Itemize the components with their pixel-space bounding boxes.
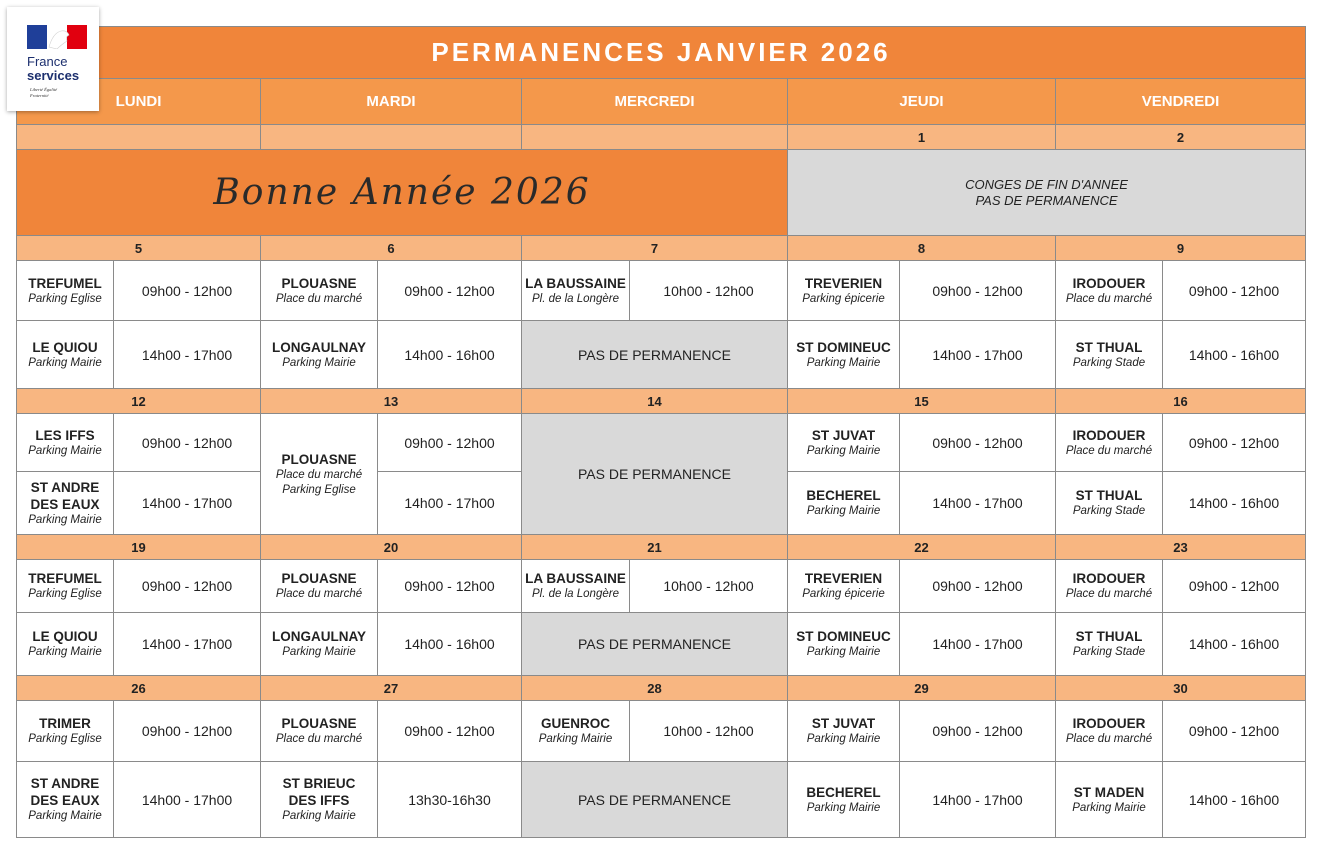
location-name: ST ANDRE [30,776,100,791]
location-place: Parking Eglise [28,588,102,600]
location-name: TREFUMEL [28,275,102,291]
location-name: PLOUASNE [281,275,357,291]
location-cell [788,261,900,321]
location-cell [261,613,378,676]
location-place: Parking Mairie [282,356,356,369]
location-cell [17,560,114,613]
location-name: IRODOUER [1072,427,1146,443]
location-place: Place du marché [275,733,363,745]
new-year-greeting [17,150,788,236]
time-slot: 09h00 - 12h00 [114,701,261,762]
time-slot: 14h00 - 17h00 [900,762,1056,838]
day-number: 20 [261,535,522,560]
time-slot: 14h00 - 17h00 [900,613,1056,676]
location-cell [1056,414,1163,472]
location-cell [1056,613,1163,676]
day-number: 22 [788,535,1056,560]
time-slot: 14h00 - 16h00 [1163,321,1306,389]
page-title: PERMANENCES JANVIER 2026 [17,27,1306,79]
day-number: 2 [1056,125,1306,150]
day-number: 13 [261,389,522,414]
location-name: ST JUVAT [811,427,876,443]
location-name: LONGAULNAY [271,339,366,355]
time-slot: 13h30-16h30 [378,762,522,838]
location-place: Place du marché [1065,292,1153,305]
location-name: PLOUASNE [281,451,357,467]
location-place: Parking Eglise [28,292,102,305]
day-number: 7 [522,236,788,261]
location-name: ST BRIEUC [282,776,356,791]
location-place: Parking Eglise [28,733,102,745]
location-place: Place du marché [1065,444,1153,457]
location-place: Parking Mairie [28,513,102,526]
location-cell [261,560,378,613]
location-cell [17,261,114,321]
day-number-empty [522,125,788,150]
logo-motto: Liberté Égalité Fraternité [30,87,58,98]
location-place: Place du marché [275,468,363,481]
day-header-jeudi: JEUDI [788,79,1056,125]
day-number-empty [261,125,522,150]
location-name: LE QUIOU [32,339,98,355]
location-place: Parking Mairie [28,444,102,457]
location-name: GUENROC [540,716,610,731]
location-cell [788,762,900,838]
location-name: ST THUAL [1075,629,1143,644]
location-cell [522,261,630,321]
time-slot: 09h00 - 12h00 [378,261,522,321]
location-cell [788,701,900,762]
location-place: Parking Mairie [28,356,102,369]
marianne-icon [27,25,87,49]
day-header-vendredi: VENDREDI [1056,79,1306,125]
location-cell [261,701,378,762]
day-header-mercredi: MERCREDI [522,79,788,125]
location-cell [522,701,630,762]
time-slot: 14h00 - 17h00 [114,762,261,838]
location-place: Pl. de la Longère [532,292,619,305]
location-name-line2: DES EAUX [30,793,100,808]
location-cell [1056,762,1163,838]
location-cell [261,321,378,389]
location-name: LONGAULNAY [271,629,366,644]
location-name: ST MADEN [1073,784,1145,800]
day-number: 12 [17,389,261,414]
holiday-line2: PAS DE PERMANENCE [975,192,1118,208]
location-cell [788,414,900,472]
location-place: Parking Stade [1072,356,1146,369]
time-slot: 14h00 - 16h00 [1163,472,1306,535]
time-slot: 09h00 - 12h00 [114,261,261,321]
location-place: Parking épicerie [802,292,885,305]
time-slot: 09h00 - 12h00 [114,560,261,613]
time-slot: 10h00 - 12h00 [630,560,788,613]
location-name-line2: DES IFFS [288,793,350,808]
location-place: Place du marché [275,588,363,600]
location-cell [788,613,900,676]
location-cell [17,613,114,676]
location-place: Parking Mairie [1072,801,1146,814]
location-place: Parking épicerie [802,588,885,600]
time-slot: 09h00 - 12h00 [1163,414,1306,472]
location-cell [17,472,114,535]
day-number: 1 [788,125,1056,150]
location-place: Parking Mairie [806,505,881,517]
day-number: 6 [261,236,522,261]
time-slot: 10h00 - 12h00 [630,261,788,321]
location-name: IRODOUER [1072,571,1146,586]
day-number: 29 [788,676,1056,701]
location-cell [261,414,378,535]
day-number: 8 [788,236,1056,261]
time-slot: 14h00 - 16h00 [1163,762,1306,838]
day-number: 27 [261,676,522,701]
no-permanence-cell: PAS DE PERMANENCE [522,762,788,838]
location-name: TRIMER [39,716,91,731]
time-slot: 09h00 - 12h00 [900,414,1056,472]
day-number: 9 [1056,236,1306,261]
day-number: 21 [522,535,788,560]
location-name: IRODOUER [1072,716,1146,731]
location-name-line2: DES EAUX [30,496,100,512]
location-place: Parking Mairie [282,646,356,658]
day-number: 15 [788,389,1056,414]
location-name: BECHEREL [806,488,881,503]
time-slot: 14h00 - 17h00 [900,472,1056,535]
location-place: Parking Mairie [28,646,102,658]
day-number: 5 [17,236,261,261]
time-slot: 09h00 - 12h00 [1163,261,1306,321]
time-slot: 09h00 - 12h00 [900,701,1056,762]
calendar-table [16,26,1306,838]
location-cell [1056,321,1163,389]
location-name: LA BAUSSAINE [525,275,626,291]
location-name: ST THUAL [1075,339,1143,355]
location-cell [1056,261,1163,321]
day-number: 14 [522,389,788,414]
location-place: Parking Stade [1072,646,1146,658]
day-header-mardi: MARDI [261,79,522,125]
location-name: ST ANDRE [30,479,100,495]
location-cell [788,560,900,613]
location-name: TREVERIEN [804,571,883,586]
location-place-line2: Parking Eglise [282,483,356,496]
location-cell [17,762,114,838]
no-permanence-cell: PAS DE PERMANENCE [522,414,788,535]
location-place: Parking Mairie [806,733,881,745]
location-place: Pl. de la Longère [532,588,619,600]
location-cell [522,560,630,613]
location-name: BECHEREL [806,784,881,800]
greeting-text: Bonne Année 2026 [213,172,591,213]
location-place: Parking Mairie [282,810,356,822]
location-place: Place du marché [275,292,363,305]
location-name: PLOUASNE [281,571,357,586]
location-name: LE QUIOU [32,629,98,644]
location-name: ST THUAL [1075,488,1143,503]
weeks-body [17,236,1306,838]
location-cell [1056,472,1163,535]
time-slot: 14h00 - 16h00 [378,321,522,389]
location-place: Place du marché [1065,733,1153,745]
time-slot: 09h00 - 12h00 [378,701,522,762]
location-name: IRODOUER [1072,275,1146,291]
time-slot: 14h00 - 17h00 [114,321,261,389]
france-services-logo [7,7,99,111]
time-slot: 09h00 - 12h00 [378,414,522,472]
location-place: Parking Mairie [28,810,102,822]
time-slot: 14h00 - 17h00 [114,472,261,535]
day-number: 16 [1056,389,1306,414]
location-cell [1056,560,1163,613]
location-name: ST JUVAT [811,716,876,731]
holiday-line1: CONGES DE FIN D'ANNEE [965,176,1128,192]
location-name: ST DOMINEUC [796,629,891,644]
location-name: LES IFFS [35,427,95,443]
location-place: Parking Mairie [806,801,881,814]
day-header-lundi: LUNDI [17,79,261,125]
logo-line2: services [27,68,80,83]
location-place: Place du marché [1065,588,1153,600]
time-slot: 14h00 - 17h00 [378,472,522,535]
logo-line1: France [27,54,68,69]
time-slot: 09h00 - 12h00 [1163,701,1306,762]
location-cell [261,261,378,321]
location-place: Parking Mairie [806,356,881,369]
location-name: TREFUMEL [28,571,102,586]
no-permanence-cell: PAS DE PERMANENCE [522,321,788,389]
holiday-notice [788,150,1306,236]
day-number: 26 [17,676,261,701]
no-permanence-cell: PAS DE PERMANENCE [522,613,788,676]
location-cell [788,472,900,535]
location-cell [17,414,114,472]
time-slot: 14h00 - 16h00 [1163,613,1306,676]
day-number-empty [17,125,261,150]
location-name: LA BAUSSAINE [525,571,626,586]
time-slot: 14h00 - 16h00 [378,613,522,676]
location-cell [261,762,378,838]
time-slot: 10h00 - 12h00 [630,701,788,762]
location-place: Parking Mairie [806,646,881,658]
day-number: 23 [1056,535,1306,560]
time-slot: 09h00 - 12h00 [900,560,1056,613]
time-slot: 14h00 - 17h00 [114,613,261,676]
time-slot: 09h00 - 12h00 [900,261,1056,321]
time-slot: 09h00 - 12h00 [114,414,261,472]
location-name: TREVERIEN [804,275,883,291]
time-slot: 09h00 - 12h00 [378,560,522,613]
time-slot: 09h00 - 12h00 [1163,560,1306,613]
location-cell [1056,701,1163,762]
location-cell [17,701,114,762]
location-cell [17,321,114,389]
location-place: Parking Mairie [538,733,613,745]
location-cell [788,321,900,389]
location-place: Parking Stade [1072,505,1146,517]
day-number: 19 [17,535,261,560]
day-number: 28 [522,676,788,701]
location-name: ST DOMINEUC [796,339,891,355]
location-name: PLOUASNE [281,716,357,731]
location-place: Parking Mairie [806,444,881,457]
day-number: 30 [1056,676,1306,701]
time-slot: 14h00 - 17h00 [900,321,1056,389]
